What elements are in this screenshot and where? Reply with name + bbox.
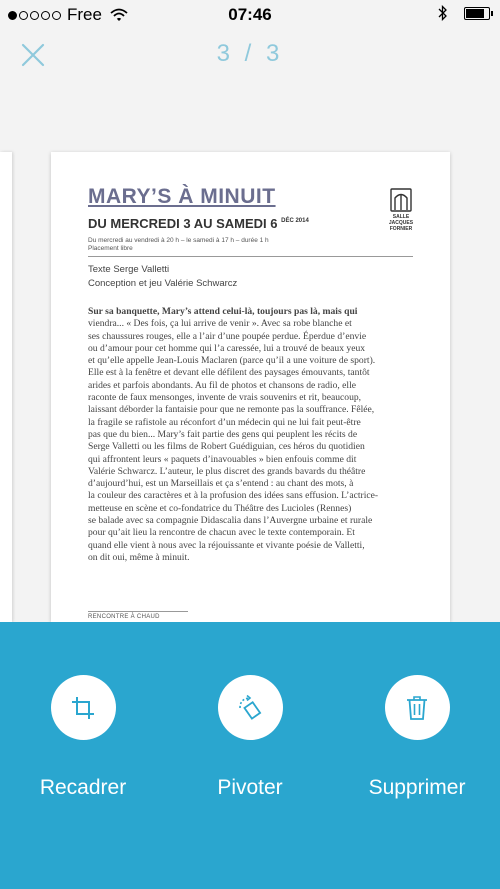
venue-line: SALLE (392, 214, 410, 220)
body-line: la fragile se rafistole au réconfort d’un médecin qui ne lui fait peut-être (88, 416, 361, 428)
document-subtitle-date: DÉC 2014 (281, 218, 309, 224)
edit-toolbar (0, 622, 500, 889)
delete-label: Supprimer (368, 776, 466, 799)
credit-author: Texte Serge Valletti (88, 264, 170, 275)
rotate-label: Pivoter (217, 776, 283, 799)
rotate-button-circle[interactable] (218, 675, 283, 740)
footer-divider (88, 611, 188, 612)
schedule-line: Placement libre (88, 245, 133, 252)
delete-button[interactable] (347, 675, 487, 800)
rotate-button[interactable] (180, 675, 320, 800)
status-right (438, 5, 490, 21)
status-time: 07:46 (228, 5, 272, 24)
status-bar (0, 0, 500, 30)
venue-logo-icon (390, 188, 412, 212)
document-subtitle-text: DU MERCREDI 3 AU SAMEDI 6 (88, 216, 278, 231)
carrier-name: Free (67, 5, 102, 24)
body-line: ou d’amour pour cet homme qui l’a caressée, lui a trouvé de beaux yeux (88, 342, 366, 354)
venue-name (377, 214, 425, 232)
document-body (88, 306, 418, 564)
body-line: quand elle vient à nous avec la réjouissante et vivante poésie de Valletti, (88, 539, 365, 551)
scanned-document (51, 152, 450, 622)
body-line: Elle est à la fenêtre et devant elle défilent des paysages émouvants, tantôt (88, 367, 370, 379)
venue-line: FORNIER (389, 226, 413, 232)
credit-performer: Conception et jeu Valérie Schwarcz (88, 278, 238, 289)
crop-label: Recadrer (39, 776, 127, 799)
venue-line: JACQUES (388, 220, 414, 226)
body-line: laissant déborder la fantaisie pour que ne remonte pas la souffrance. Fêlée, (88, 404, 375, 416)
battery-icon (464, 7, 490, 20)
body-line: viendra... « Des fois, ça lui arrive de venir ». Avec sa robe blanche et (88, 318, 352, 330)
bluetooth-icon (438, 5, 448, 21)
document-title: MARY’S À MINUIT (88, 185, 276, 208)
body-line: arides et parfois abondants. Au fil de photos et chansons de radio, elle (88, 379, 357, 391)
page-counter: 3 / 3 (216, 40, 284, 67)
body-line: metteuse en scène et co-fondatrice du Théâtre des Lucioles (Rennes) (88, 502, 352, 514)
body-line: qui affrontent leurs « paquets d’inavouables » bien enfouis comme dit (88, 453, 357, 465)
schedule-line: Du mercredi au vendredi à 20 h – le samedi à 17 h – durée 1 h (88, 237, 269, 244)
body-line: Valérie Schwarcz. L’auteur, le plus discret des grands bavards du théâtre (88, 465, 366, 477)
crop-icon (70, 695, 96, 721)
document-subtitle (88, 216, 309, 231)
divider (88, 256, 413, 257)
crop-button-circle[interactable] (51, 675, 116, 740)
body-line: Serge Valletti ou les films de Robert Guédiguian, ces héros du quotidien (88, 441, 365, 453)
delete-button-circle[interactable] (385, 675, 450, 740)
footer-label: RENCONTRE À CHAUD (88, 614, 160, 620)
body-line: on dit oui, même à minuit. (88, 551, 190, 563)
document-schedule (88, 237, 288, 253)
body-line: la couleur des caractères et à la profusion des idées sans effusion. L’actrice- (88, 490, 379, 502)
body-line: ses chaussures rouges, elle a l’air d’une poupée perdue. Éperdue d’envie (88, 330, 367, 342)
body-line: Sur sa banquette, Mary’s attend celui-là, toujours pas là, mais qui (88, 306, 358, 317)
previous-page-thumbnail[interactable] (0, 152, 12, 622)
trash-icon (405, 695, 429, 721)
body-line: pour qu’ait lieu la rencontre de chacun avec le texte contemporain. Et (88, 527, 355, 539)
body-line: et qu’elle appelle Jean-Louis Maclaren (parce qu’il a une voiture de sport). (88, 355, 376, 367)
body-line: d’aujourd’hui, est un Marseillais et ça s’entend : au chant des mots, à (88, 478, 354, 490)
body-line: pas que du bien... Mary’s fait partie des gens qui peuplent les récits de (88, 428, 358, 440)
rotate-icon (236, 694, 264, 722)
body-line: se balade avec sa compagnie Didascalia dans l’Auvergne urbaine et rurale (88, 515, 373, 527)
body-line: raconte de faux mensonges, invente de vrais souvenirs et rit, beaucoup, (88, 392, 362, 404)
crop-button[interactable] (13, 675, 153, 800)
